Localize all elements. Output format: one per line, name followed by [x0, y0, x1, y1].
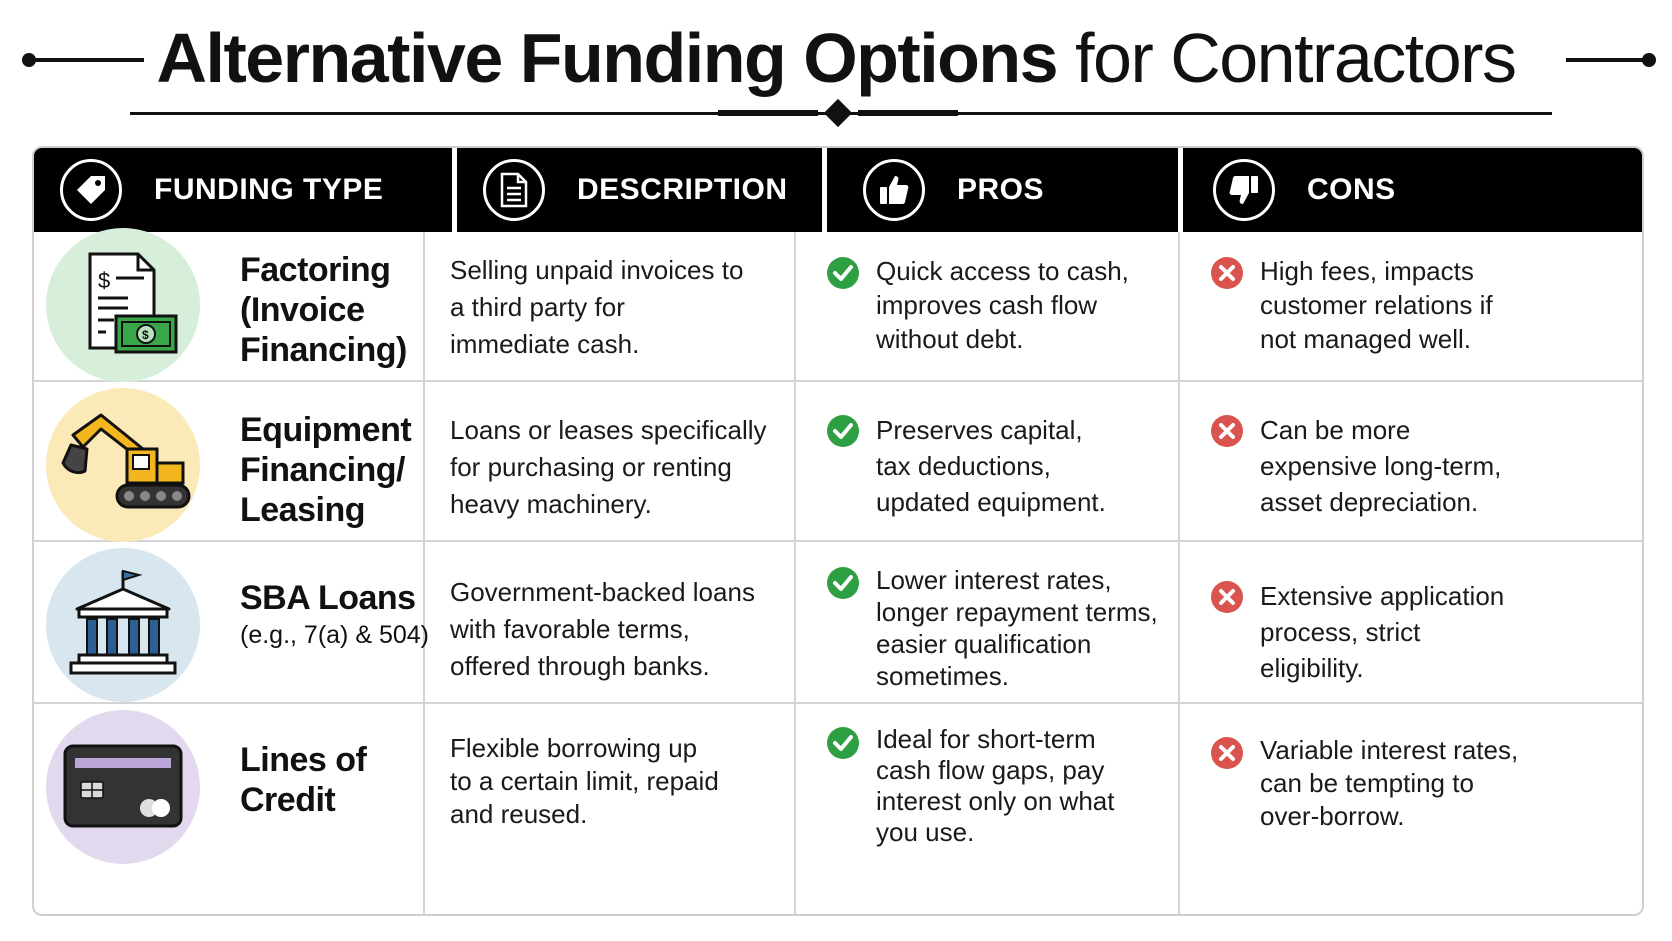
- pros-cell: [826, 412, 1206, 520]
- funding-type-name: [240, 740, 366, 820]
- pros-line: tax deductions,: [876, 451, 1051, 481]
- name-line: Financing): [240, 331, 407, 369]
- document-icon: [483, 159, 545, 221]
- check-icon: [826, 256, 860, 290]
- name-line: (Invoice: [240, 291, 365, 329]
- description-text: [450, 412, 790, 523]
- pros-line: Quick access to cash,: [876, 256, 1129, 286]
- desc-line: Flexible borrowing up: [450, 733, 698, 763]
- pros-line: Preserves capital,: [876, 415, 1083, 445]
- column-divider: [794, 232, 796, 914]
- pros-line: easier qualification: [876, 629, 1092, 659]
- table-header: [34, 148, 1642, 232]
- pros-line: without debt.: [876, 324, 1024, 354]
- title-bar: [0, 18, 1672, 98]
- header-pros: [827, 148, 1207, 232]
- cons-line: can be tempting to: [1260, 768, 1474, 798]
- desc-line: offered through banks.: [450, 651, 710, 681]
- check-icon: [826, 414, 860, 448]
- title-right-dot: [1642, 53, 1656, 67]
- description-text: [450, 252, 790, 363]
- header-label: PROS: [957, 173, 1045, 206]
- desc-line: immediate cash.: [450, 329, 640, 359]
- cons-line: process, strict: [1260, 617, 1421, 647]
- title-right-line: [1566, 58, 1654, 62]
- header-label: FUNDING TYPE: [154, 173, 384, 206]
- name-line: SBA Loans: [240, 579, 416, 617]
- pros-cell: [826, 724, 1206, 848]
- pros-cell: [826, 564, 1206, 692]
- funding-type-name: [240, 578, 429, 652]
- pros-line: you use.: [876, 817, 975, 847]
- desc-line: a third party for: [450, 292, 625, 322]
- cons-line: Can be more: [1260, 415, 1411, 445]
- header-description: [457, 148, 822, 232]
- row-divider: [34, 380, 1642, 382]
- pros-line: updated equipment.: [876, 487, 1106, 517]
- title-underline-accent-left: [718, 110, 818, 116]
- cons-cell: [1210, 734, 1580, 833]
- svg-text:$: $: [98, 268, 111, 293]
- page-title-light: for Contractors: [1075, 19, 1516, 97]
- cons-text: [1260, 412, 1501, 520]
- cons-text: [1260, 578, 1504, 686]
- svg-text:$: $: [142, 328, 149, 342]
- cons-line: not managed well.: [1260, 324, 1472, 354]
- funding-table: [32, 146, 1644, 916]
- pros-text: [876, 564, 1158, 692]
- cons-cell: [1210, 578, 1580, 686]
- invoice-money-icon: [46, 228, 200, 382]
- credit-card-icon: [46, 710, 200, 864]
- check-icon: [826, 566, 860, 600]
- pros-text: [876, 412, 1106, 520]
- pros-line: improves cash flow: [876, 290, 1098, 320]
- name-line: Credit: [240, 781, 336, 819]
- header-label: DESCRIPTION: [577, 173, 788, 206]
- cons-line: over-borrow.: [1260, 801, 1405, 831]
- header-label: CONS: [1307, 173, 1396, 206]
- cons-text: [1260, 734, 1518, 833]
- pros-line: sometimes.: [876, 661, 1009, 691]
- desc-line: and reused.: [450, 799, 588, 829]
- pros-line: interest only on what: [876, 786, 1115, 816]
- funding-type-name: [240, 250, 407, 370]
- row-divider: [34, 702, 1642, 704]
- header-funding-type: [34, 148, 452, 232]
- desc-line: to a certain limit, repaid: [450, 766, 719, 796]
- pros-line: longer repayment terms,: [876, 597, 1158, 627]
- description-text: [450, 574, 790, 685]
- desc-line: with favorable terms,: [450, 614, 690, 644]
- desc-line: Government-backed loans: [450, 577, 755, 607]
- page-title-bold: Alternative Funding Options: [156, 19, 1058, 97]
- cons-cell: [1210, 254, 1580, 356]
- cons-line: Extensive application: [1260, 581, 1505, 611]
- pros-line: cash flow gaps, pay: [876, 755, 1105, 785]
- cross-icon: [1210, 580, 1244, 614]
- tag-icon: [60, 159, 122, 221]
- cross-icon: [1210, 256, 1244, 290]
- funding-type-name: [240, 410, 411, 530]
- pros-cell: [826, 254, 1206, 356]
- cons-line: asset depreciation.: [1260, 487, 1479, 517]
- cross-icon: [1210, 414, 1244, 448]
- thumbs-down-icon: [1213, 159, 1275, 221]
- pros-line: Lower interest rates,: [876, 565, 1112, 595]
- pros-text: [876, 724, 1114, 848]
- page-title: [0, 18, 1672, 98]
- desc-line: heavy machinery.: [450, 489, 652, 519]
- cons-text: [1260, 254, 1493, 356]
- cons-line: expensive long-term,: [1260, 451, 1502, 481]
- title-diamond: [824, 99, 852, 127]
- name-line: Lines of: [240, 741, 367, 779]
- bank-building-icon: [46, 548, 200, 702]
- cons-line: eligibility.: [1260, 653, 1364, 683]
- name-line: Financing/: [240, 451, 405, 489]
- row-divider: [34, 540, 1642, 542]
- desc-line: Loans or leases specifically: [450, 415, 767, 445]
- description-text: [450, 732, 790, 831]
- header-cons: [1183, 148, 1643, 232]
- column-divider: [423, 232, 425, 914]
- desc-line: Selling unpaid invoices to: [450, 255, 744, 285]
- funding-type-subtitle: (e.g., 7(a) & 504): [240, 621, 429, 649]
- cons-cell: [1210, 412, 1580, 520]
- desc-line: for purchasing or renting: [450, 452, 732, 482]
- cons-line: customer relations if: [1260, 290, 1493, 320]
- name-line: Factoring: [240, 251, 391, 289]
- pros-line: Ideal for short-term: [876, 724, 1096, 754]
- cross-icon: [1210, 736, 1244, 770]
- check-icon: [826, 726, 860, 760]
- pros-text: [876, 254, 1129, 356]
- name-line: Equipment: [240, 411, 412, 449]
- name-line: Leasing: [240, 491, 365, 529]
- thumbs-up-icon: [863, 159, 925, 221]
- cons-line: Variable interest rates,: [1260, 735, 1519, 765]
- title-underline-accent-right: [858, 110, 958, 116]
- excavator-icon: [46, 388, 200, 542]
- cons-line: High fees, impacts: [1260, 256, 1474, 286]
